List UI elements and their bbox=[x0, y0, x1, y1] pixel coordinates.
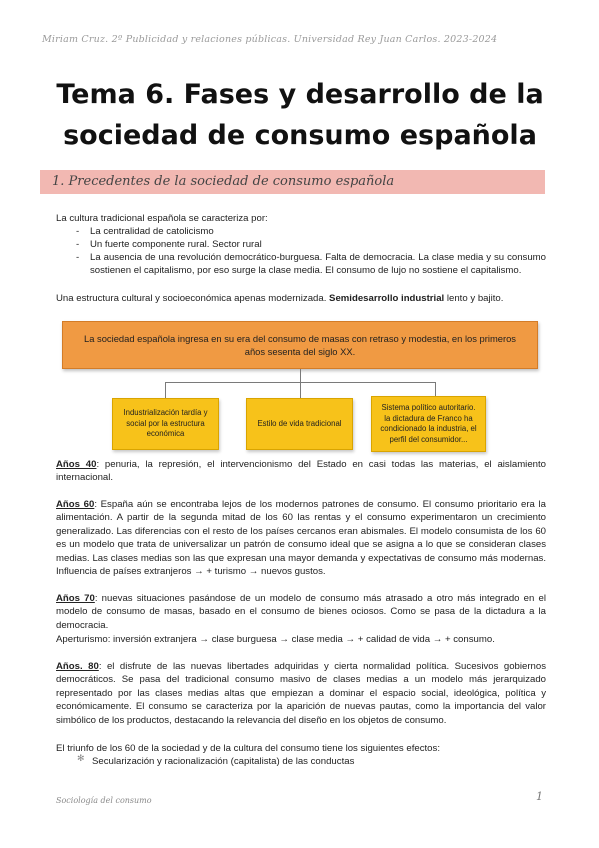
bullet-dash: - bbox=[76, 239, 80, 250]
section-heading-text: 1. Precedentes de la sociedad de consumo española bbox=[52, 174, 395, 189]
page-number: 1 bbox=[536, 790, 543, 803]
decade-label: Años. 80 bbox=[56, 661, 99, 672]
diagram-box-sistema-politico bbox=[371, 396, 486, 452]
paragraph-anos-40 bbox=[56, 458, 546, 485]
page-header: Miriam Cruz. 2º Publicidad y relaciones públicas. Universidad Rey Juan Carlos. 2023-2024 bbox=[42, 34, 498, 45]
diagram-connector bbox=[300, 369, 301, 382]
decade-label: Años 60 bbox=[56, 499, 95, 510]
paragraph-anos-80 bbox=[56, 660, 546, 727]
decade-text: : España aún se encontraba lejos de los modernos patrones de consumo. El consumo prioritario era la alimentación. A partir de la segunda mitad de los 60 las rentas y el consumo experimentaron un crecimiento generalizado. Las diferencias con el resto de los países cercanos eran abismales. El modelo consumista de los 60 es un modelo que trata de universalizar un patrón de consumo ideal que se asigna a lo que se consideran clases medias. Las clases medias son las que expresan una mayor demanda y expectativas de consumo más modernas. Influencia de países extranjeros → + turismo → nuevos gustos. bbox=[56, 499, 546, 578]
paragraph-anos-60 bbox=[56, 498, 546, 578]
decade-label: Años 40 bbox=[56, 459, 97, 470]
flower-bullet-icon: ✻ bbox=[77, 753, 85, 763]
decade-label: Años 70 bbox=[56, 593, 95, 604]
diagram-box-text: Sistema político autoritario. la dictadura de Franco ha condicionado la industria, el perfil del consumidor... bbox=[380, 403, 477, 444]
page-title: Tema 6. Fases y desarrollo de la sociedad de consumo española bbox=[56, 79, 544, 151]
diagram-box-text: Industrialización tardía y social por la estructura económica bbox=[123, 408, 208, 439]
diagram-top-text: La sociedad española ingresa en su era del consumo de masas con retraso y modestia, en los primeros años sesenta del siglo XX. bbox=[83, 333, 516, 357]
bullet-dash: - bbox=[76, 252, 80, 263]
diagram-connector bbox=[300, 382, 301, 398]
intro-text: La cultura tradicional española se caracteriza por: bbox=[56, 213, 268, 224]
estructura-text: Una estructura cultural y socioeconómica apenas modernizada. bbox=[56, 293, 330, 304]
diagram-box-industrializacion bbox=[112, 398, 219, 450]
estructura-paragraph bbox=[56, 292, 556, 305]
aperturismo-text: Aperturismo: inversión extranjera → clase burguesa → clase media → + calidad de vida → + consumo. bbox=[56, 634, 495, 645]
page-footer: Sociología del consumo bbox=[56, 796, 152, 805]
bullet-dash: - bbox=[76, 226, 80, 237]
diagram-connector bbox=[165, 382, 166, 398]
decade-text: : penuria, la represión, el intervencionismo del Estado en casi todas las materias, el aislamiento internacional. bbox=[56, 459, 546, 484]
effect-item: Secularización y racionalización (capitalista) de las conductas bbox=[92, 756, 355, 767]
list-item: La centralidad de catolicismo bbox=[90, 226, 214, 237]
decade-text: : nuevas situaciones pasándose de un modelo de consumo más atrasado a otro más integrado en el modelo de consumo de masas, basado en el consumo de bienes ociosos. Como se pasa de la dictadura a la democracia. bbox=[56, 593, 546, 631]
section-heading bbox=[40, 170, 545, 194]
paragraph-anos-70 bbox=[56, 592, 546, 632]
list-item: Un fuerte componente rural. Sector rural bbox=[90, 239, 262, 250]
triunfo-text: El triunfo de los 60 de la sociedad y de la cultura del consumo tiene los siguientes efectos: bbox=[56, 743, 440, 754]
estructura-text-end: lento y bajito. bbox=[444, 293, 504, 304]
estructura-bold: Semidesarrollo industrial bbox=[329, 293, 445, 304]
decade-text: : el disfrute de las nuevas libertades adquiridas y cierta normalidad política. Sucesivos gobiernos democráticos. Se pasa del tradicional consumo masivo de clases medias a un modelo más jerarquizado representado por las clases medias altas que empiezan a dominar el espacio social, ideológica, política y económicamente. El consumo se caracteriza por la aparición de nuevas pautas, como la importancia del valor simbólico de los productos, destacando la relevancia del diseño en los objetos de consumo. bbox=[56, 661, 546, 726]
diagram-top-box bbox=[62, 321, 538, 369]
diagram-box-text: Estilo de vida tradicional bbox=[257, 418, 342, 428]
list-item: La ausencia de una revolución democrático-burguesa. Falta de democracia. La clase media y su consumo sostienen el capitalismo, por eso surge la clase media. El consumo de lujo no sostiene el capitalismo. bbox=[90, 252, 546, 277]
diagram-box-estilo-de-vida bbox=[246, 398, 353, 450]
